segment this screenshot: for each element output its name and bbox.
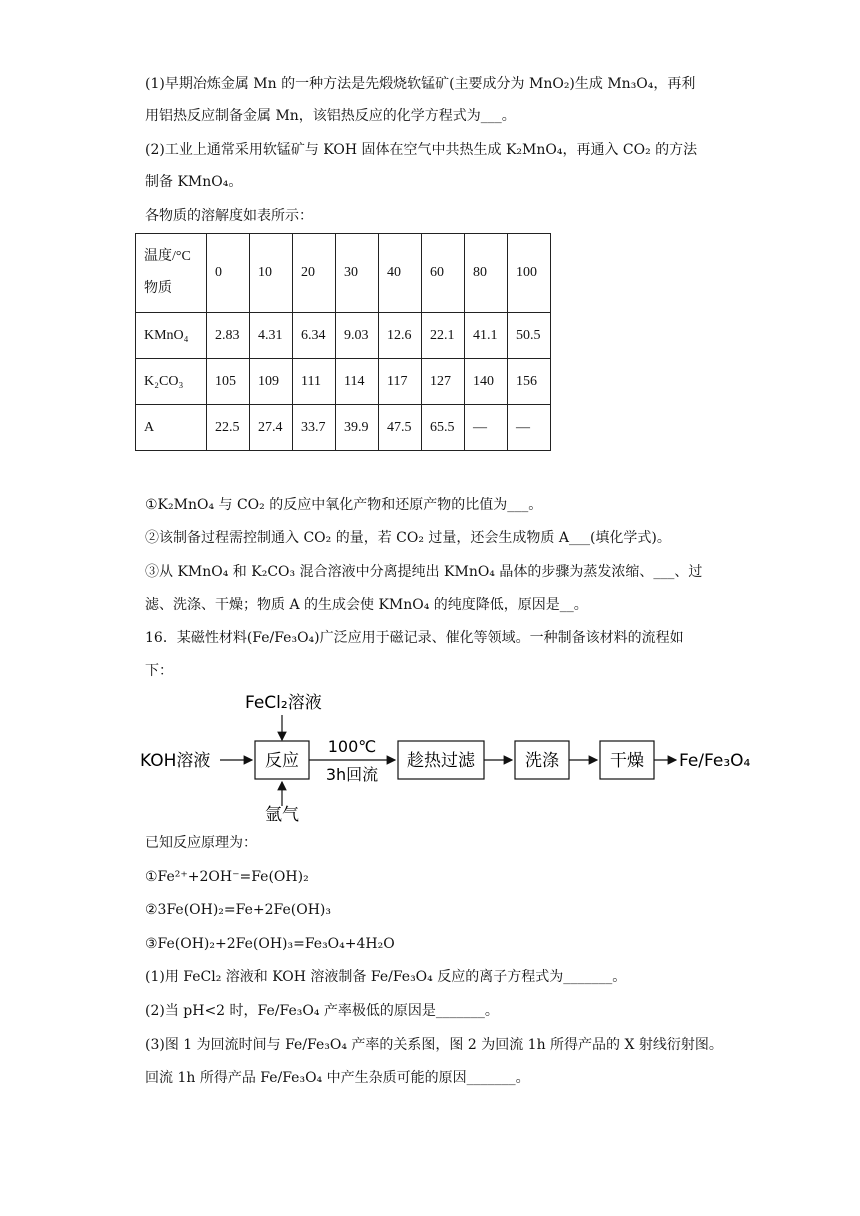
table-cell: 65.5 bbox=[422, 405, 465, 451]
header-substance: 物质 bbox=[144, 281, 172, 296]
question-3-line-2: 滤、洗涤、干燥；物质 A 的生成会使 KMnO₄ 的纯度降低，原因是__。 bbox=[145, 597, 588, 613]
table-cell: 111 bbox=[293, 359, 336, 405]
process-flow-diagram bbox=[140, 688, 760, 823]
reaction-3: ③Fe(OH)₂+2Fe(OH)₃=Fe₃O₄+4H₂O bbox=[145, 936, 395, 952]
table-header-temp: 100 bbox=[508, 234, 551, 313]
table-row bbox=[136, 359, 551, 405]
table-cell: 41.1 bbox=[465, 313, 508, 359]
table-cell: 140 bbox=[465, 359, 508, 405]
flow-condition-time: 3h回流 bbox=[325, 765, 379, 784]
flow-product: Fe/Fe₃O₄ bbox=[679, 751, 751, 771]
table-cell: — bbox=[465, 405, 508, 451]
table-row bbox=[136, 313, 551, 359]
table-header-temp: 20 bbox=[293, 234, 336, 313]
table-header-row bbox=[136, 234, 551, 313]
table-cell: 2.83 bbox=[207, 313, 250, 359]
flow-step-filter: 趁热过滤 bbox=[407, 751, 475, 771]
table-cell: 9.03 bbox=[336, 313, 379, 359]
table-cell: 109 bbox=[250, 359, 293, 405]
table-header-temp: 60 bbox=[422, 234, 465, 313]
table-header-temp: 40 bbox=[379, 234, 422, 313]
problem-16-line-1: 16．某磁性材料(Fe/Fe₃O₄)广泛应用于磁记录、催化等领域。一种制备该材料的流程如 bbox=[145, 630, 684, 646]
solubility-table bbox=[135, 233, 551, 451]
table-header-temp: 0 bbox=[207, 234, 250, 313]
sub-question-2: (2)当 pH<2 时，Fe/Fe₃O₄ 产率极低的原因是_______。 bbox=[145, 1003, 499, 1019]
table-cell: 105 bbox=[207, 359, 250, 405]
table-cell: 33.7 bbox=[293, 405, 336, 451]
flow-condition-temp: 100℃ bbox=[327, 737, 377, 756]
table-cell: 6.34 bbox=[293, 313, 336, 359]
table-row bbox=[136, 405, 551, 451]
table-corner-cell bbox=[136, 234, 207, 313]
header-temperature: 温度/°C bbox=[144, 249, 191, 264]
sub-question-3-line-1: (3)图 1 为回流时间与 Fe/Fe₃O₄ 产率的关系图，图 2 为回流 1h 所得产品的 X 射线衍射图。 bbox=[145, 1037, 723, 1053]
text-line-3: (2)工业上通常采用软锰矿与 KOH 固体在空气中共热生成 K₂MnO₄，再通入 CO₂ 的方法 bbox=[145, 142, 698, 158]
table-cell: 22.1 bbox=[422, 313, 465, 359]
table-header-temp: 30 bbox=[336, 234, 379, 313]
text-line-2: 用铝热反应制备金属 Mn，该铝热反应的化学方程式为___。 bbox=[145, 108, 516, 124]
question-3-line-1: ③从 KMnO₄ 和 K₂CO₃ 混合溶液中分离提纯出 KMnO₄ 晶体的步骤为蒸发浓缩、___、过 bbox=[145, 564, 703, 580]
table-cell: 22.5 bbox=[207, 405, 250, 451]
known-principle: 已知反应原理为： bbox=[145, 835, 257, 851]
table-cell: 39.9 bbox=[336, 405, 379, 451]
table-row-label: K₂CO₃ bbox=[136, 359, 207, 405]
table-cell: 27.4 bbox=[250, 405, 293, 451]
flow-bottom-input: 氩气 bbox=[265, 805, 299, 823]
problem-16-line-2: 下： bbox=[145, 663, 173, 679]
table-header-temp: 80 bbox=[465, 234, 508, 313]
table-row-label: A bbox=[136, 405, 207, 451]
reaction-2: ②3Fe(OH)₂=Fe+2Fe(OH)₃ bbox=[145, 902, 331, 918]
flow-step-wash: 洗涤 bbox=[525, 751, 559, 771]
table-cell: 4.31 bbox=[250, 313, 293, 359]
sub-question-1: (1)用 FeCl₂ 溶液和 KOH 溶液制备 Fe/Fe₃O₄ 反应的离子方程式为_______。 bbox=[145, 969, 627, 985]
table-cell: — bbox=[508, 405, 551, 451]
flow-step-reaction: 反应 bbox=[265, 751, 299, 771]
table-header-temp: 10 bbox=[250, 234, 293, 313]
table-row-label: KMnO₄ bbox=[136, 313, 207, 359]
reaction-1: ①Fe²⁺+2OH⁻=Fe(OH)₂ bbox=[145, 869, 309, 885]
table-cell: 50.5 bbox=[508, 313, 551, 359]
table-cell: 47.5 bbox=[379, 405, 422, 451]
table-cell: 12.6 bbox=[379, 313, 422, 359]
table-cell: 114 bbox=[336, 359, 379, 405]
text-line-1: (1)早期冶炼金属 Mn 的一种方法是先煅烧软锰矿(主要成分为 MnO₂)生成 Mn₃O₄，再利 bbox=[145, 76, 696, 92]
table-cell: 127 bbox=[422, 359, 465, 405]
flow-left-input: KOH溶液 bbox=[140, 751, 211, 771]
flow-step-dry: 干燥 bbox=[610, 751, 644, 771]
flow-top-input: FeCl₂溶液 bbox=[245, 693, 322, 713]
sub-question-3-line-2: 回流 1h 所得产品 Fe/Fe₃O₄ 中产生杂质可能的原因_______。 bbox=[145, 1070, 530, 1086]
table-cell: 117 bbox=[379, 359, 422, 405]
table-cell: 156 bbox=[508, 359, 551, 405]
question-1: ①K₂MnO₄ 与 CO₂ 的反应中氧化产物和还原产物的比值为___。 bbox=[145, 497, 543, 513]
text-line-4: 制备 KMnO₄。 bbox=[145, 174, 243, 190]
text-line-5: 各物质的溶解度如表所示： bbox=[145, 208, 313, 224]
question-2: ②该制备过程需控制通入 CO₂ 的量，若 CO₂ 过量，还会生成物质 A___(填化学式)。 bbox=[145, 530, 671, 546]
